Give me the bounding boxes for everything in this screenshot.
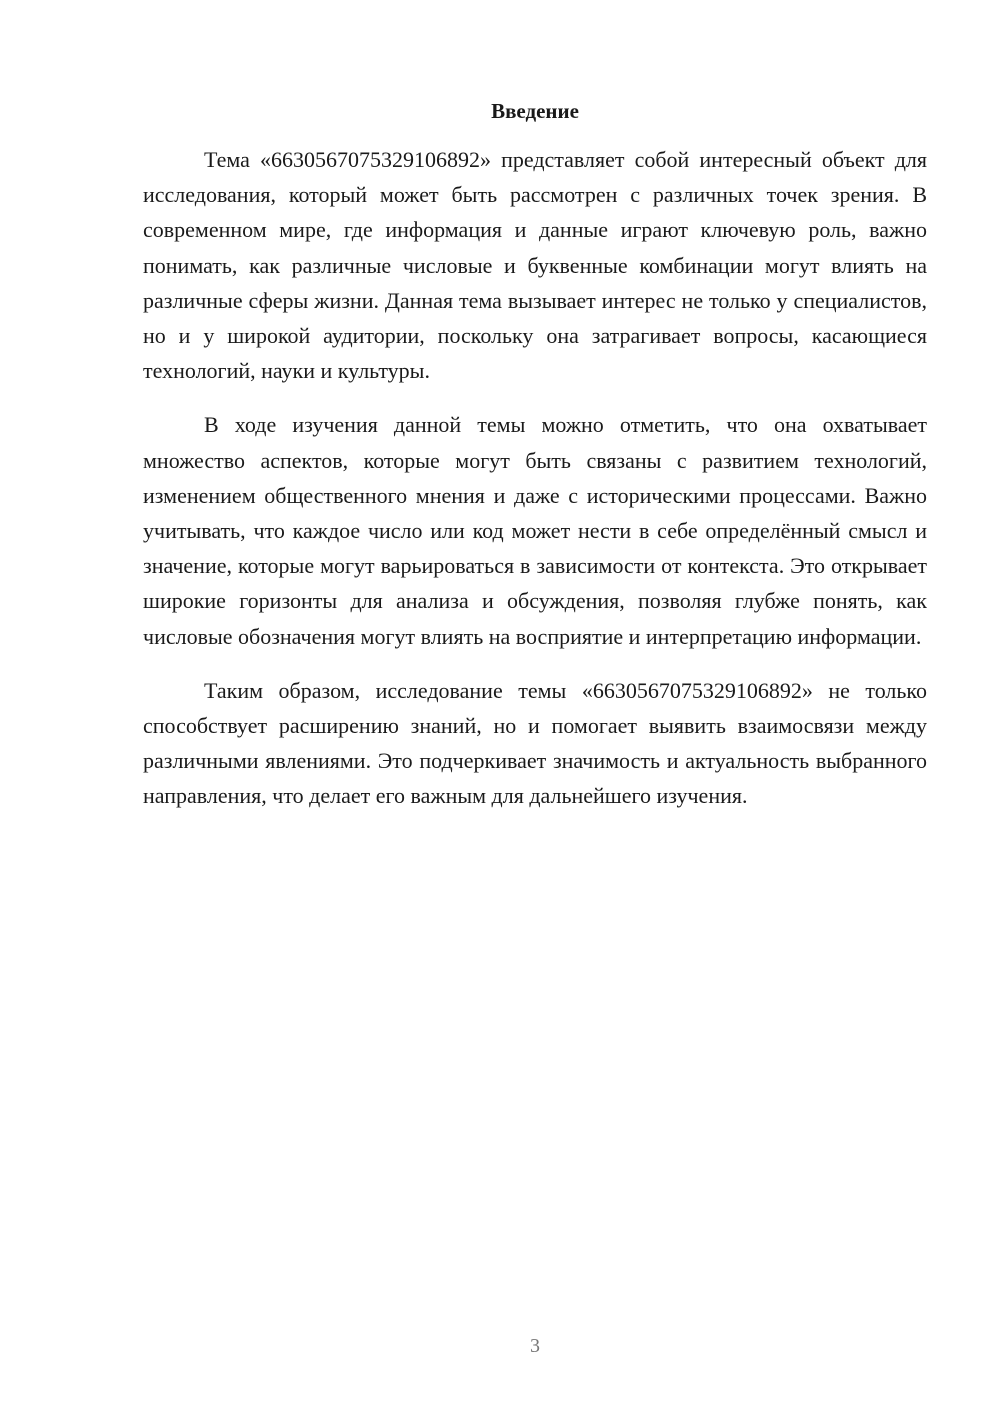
paragraph-1: Тема «6630567075329106892» представляет собой интересный объект для исследования, который может быть рассмотрен с различных точек зрения. В современном мире, где информация и данные играют ключевую роль, важно понимать, как различные числовые и буквенные комбинации могут влиять на различные сферы жизни. Данная тема вызывает интерес не только у специалистов, но и у широкой аудитории, поскольку она затрагивает вопросы, касающиеся технологий, науки и культуры. (143, 147, 927, 384)
section-heading: Введение (491, 99, 579, 123)
paragraph-2: В ходе изучения данной темы можно отметить, что она охватывает множество аспектов, которые могут быть связаны с развитием технологий, изменением общественного мнения и даже с историческими процессами. Важно учитывать, что каждое число или код может нести в себе определённый смысл и значение, которые могут варьироваться в зависимости от контекста. Это открывает широкие горизонты для анализа и обсуждения, позволяя глубже понять, как числовые обозначения могут влиять на восприятие и интерпретацию информации. (143, 412, 927, 649)
body-text (143, 142, 927, 833)
page-number: 3 (530, 1335, 540, 1357)
paragraph-3: Таким образом, исследование темы «6630567075329106892» не только способствует расширению знаний, но и помогает выявить взаимосвязи между различными явлениями. Это подчеркивает значимость и актуальность выбранного направления, что делает его важным для дальнейшего изучения. (143, 677, 927, 809)
